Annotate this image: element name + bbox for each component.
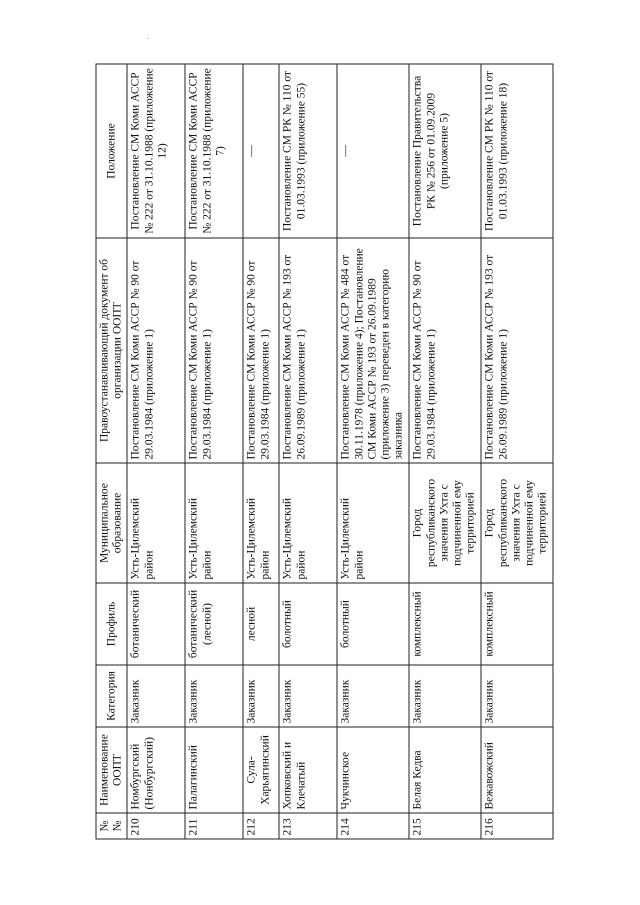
cell-regulation: Постановление СМ Коми АССР № 222 от 31.10.1988 (приложение 12): [127, 64, 185, 238]
header-num: № №: [96, 813, 127, 839]
cell-num: 211: [185, 813, 243, 839]
cell-profile: ботанический (лесной): [185, 583, 243, 665]
table-row: [409, 64, 481, 839]
cell-municipality: Город республиканского значения Ухта с подчиненной ему территорией: [481, 463, 553, 583]
cell-document: Постановление СМ Коми АССР № 484 от 30.11.1978 (приложение 4); Постановление СМ Коми АССР № 193 от 26.09.1989 (приложение 3) переведен в категорию заказника: [337, 238, 409, 463]
cell-municipality: Усть-Цилемский район: [279, 463, 337, 583]
cell-category: Заказник: [243, 665, 279, 727]
cell-document: Постановление СМ Коми АССР № 90 от 29.03.1984 (приложение 1): [409, 238, 481, 463]
cell-document: Постановление СМ Коми АССР № 193 от 26.09.1989 (приложение 1): [481, 238, 553, 463]
table-row: [243, 64, 279, 839]
cell-document: Постановление СМ Коми АССР № 193 от 26.09.1989 (приложение 1): [279, 238, 337, 463]
header-regulation: Положение: [96, 64, 127, 238]
cell-name: Сула-Харьягинский: [243, 727, 279, 813]
table-header-row: [96, 64, 127, 839]
cell-regulation: Постановление СМ РК № 110 от 01.03.1993 (приложение 55): [279, 64, 337, 238]
cell-category: Заказник: [279, 665, 337, 727]
cell-num: 213: [279, 813, 337, 839]
cell-municipality: Усть-Цилемский район: [337, 463, 409, 583]
cell-category: Заказник: [127, 665, 185, 727]
table-row: [337, 64, 409, 839]
cell-name: Белая Кедва: [409, 727, 481, 813]
table-row: [481, 64, 553, 839]
header-name: Наименование ООПТ: [96, 727, 127, 813]
cell-name: Палагинский: [185, 727, 243, 813]
cell-profile: комплексный: [409, 583, 481, 665]
cell-regulation: —: [243, 64, 279, 238]
header-profile: Профиль: [96, 583, 127, 665]
cell-name: Чукчинское: [337, 727, 409, 813]
cell-profile: ботанический: [127, 583, 185, 665]
cell-municipality: Усть-Цилемский район: [243, 463, 279, 583]
cell-profile: болотный: [279, 583, 337, 665]
header-municipality: Муниципальное образование: [96, 463, 127, 583]
cell-profile: комплексный: [481, 583, 553, 665]
cell-category: Заказник: [481, 665, 553, 727]
protected-areas-table: [96, 64, 554, 840]
cell-num: 212: [243, 813, 279, 839]
header-document: Правоустанавливающий документ об организации ООПТ: [96, 238, 127, 463]
scan-speck: [148, 38, 149, 39]
cell-regulation: —: [337, 64, 409, 238]
cell-name: Номбургский (Нонбургский): [127, 727, 185, 813]
cell-municipality: Город республиканского значения Ухта с подчиненной ему территорией: [409, 463, 481, 583]
table-row: [279, 64, 337, 839]
cell-category: Заказник: [337, 665, 409, 727]
cell-profile: лесной: [243, 583, 279, 665]
header-category: Категория: [96, 665, 127, 727]
cell-num: 210: [127, 813, 185, 839]
table-row: [185, 64, 243, 839]
table-row: [127, 64, 185, 839]
cell-category: Заказник: [185, 665, 243, 727]
rotated-table-wrapper: [96, 65, 549, 840]
cell-document: Постановление СМ Коми АССР № 90 от 29.03.1984 (приложение 1): [243, 238, 279, 463]
cell-document: Постановление СМ Коми АССР № 90 от 29.03.1984 (приложение 1): [127, 238, 185, 463]
cell-regulation: Постановление СМ Коми АССР № 222 от 31.10.1988 (приложение 7): [185, 64, 243, 238]
cell-document: Постановление СМ Коми АССР № 90 от 29.03.1984 (приложение 1): [185, 238, 243, 463]
cell-name: Вежавожский: [481, 727, 553, 813]
cell-num: 215: [409, 813, 481, 839]
cell-municipality: Усть-Цилемский район: [127, 463, 185, 583]
cell-name: Хопковский и Клечатый: [279, 727, 337, 813]
cell-category: Заказник: [409, 665, 481, 727]
cell-regulation: Постановление Правительства РК № 256 от 01.09.2009 (приложение 5): [409, 64, 481, 238]
cell-num: 216: [481, 813, 553, 839]
cell-regulation: Постановление СМ РК № 110 от 01.03.1993 (приложение 18): [481, 64, 553, 238]
cell-profile: болотный: [337, 583, 409, 665]
cell-num: 214: [337, 813, 409, 839]
cell-municipality: Усть-Цилемский район: [185, 463, 243, 583]
